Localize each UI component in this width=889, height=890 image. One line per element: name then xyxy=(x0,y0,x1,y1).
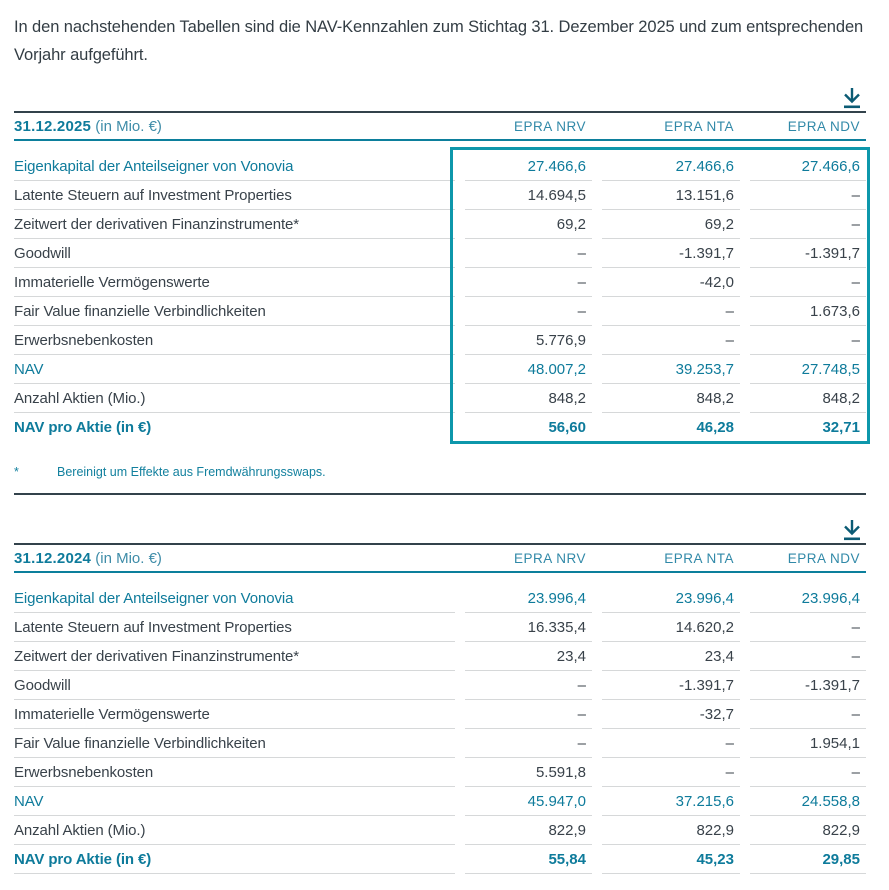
row-value-epra-nta: 45,23 xyxy=(602,851,740,874)
row-value-epra-nrv: – xyxy=(465,303,592,326)
table-body-2025 xyxy=(14,141,866,442)
row-label: Erwerbsnebenkosten xyxy=(14,764,455,787)
row-label: Goodwill xyxy=(14,245,455,268)
table-row xyxy=(14,268,866,297)
row-value-epra-ndv: – xyxy=(750,216,866,239)
table-row xyxy=(14,326,866,355)
row-value-epra-nta: 14.620,2 xyxy=(602,619,740,642)
row-value-epra-ndv: 24.558,8 xyxy=(750,793,866,816)
table-row xyxy=(14,297,866,326)
nav-table-2025 xyxy=(14,111,866,442)
row-value-epra-ndv: 29,85 xyxy=(750,851,866,874)
table-row xyxy=(14,355,866,384)
table-row xyxy=(14,787,866,816)
row-label: Anzahl Aktien (Mio.) xyxy=(14,390,455,413)
row-value-epra-nta: -42,0 xyxy=(602,274,740,297)
download-table-2025-button[interactable] xyxy=(838,85,866,111)
row-label: NAV pro Aktie (in €) xyxy=(14,419,152,436)
table-date: 31.12.2024 xyxy=(14,549,92,567)
section-divider-rule xyxy=(14,493,866,495)
row-value-epra-nta: 848,2 xyxy=(602,390,740,413)
column-header-epra-nta: EPRA NTA xyxy=(664,118,734,134)
row-value-epra-nta: 46,28 xyxy=(696,419,734,436)
row-value-epra-ndv: 32,71 xyxy=(822,419,860,436)
table-row xyxy=(14,729,866,758)
row-value-epra-ndv: – xyxy=(750,764,866,787)
table-unit: (in Mio. €) xyxy=(95,117,162,135)
row-value-epra-nta: 23,4 xyxy=(602,648,740,671)
row-label: Fair Value finanzielle Verbindlichkeiten xyxy=(14,735,455,758)
row-value-epra-nrv: 23.996,4 xyxy=(465,590,592,613)
row-value-epra-ndv: 23.996,4 xyxy=(750,590,866,613)
row-value-epra-ndv: 1.673,6 xyxy=(750,303,866,326)
table-unit: (in Mio. €) xyxy=(95,549,162,567)
row-value-epra-nrv: 56,60 xyxy=(548,419,586,436)
row-value-epra-nrv: 45.947,0 xyxy=(465,793,592,816)
row-value-epra-nrv: – xyxy=(465,706,592,729)
row-value-epra-ndv: -1.391,7 xyxy=(750,677,866,700)
row-value-epra-nta: – xyxy=(602,764,740,787)
row-value-epra-nrv: 822,9 xyxy=(465,822,592,845)
table-row xyxy=(14,210,866,239)
row-value-epra-nrv: 14.694,5 xyxy=(465,187,592,210)
column-header-epra-nrv: EPRA NRV xyxy=(513,118,586,134)
row-value-epra-nrv: 5.776,9 xyxy=(465,332,592,355)
download-arrow-icon xyxy=(840,87,864,110)
table-row xyxy=(14,671,866,700)
row-value-epra-nrv: – xyxy=(465,677,592,700)
table-row xyxy=(14,384,866,413)
row-label: NAV xyxy=(14,361,455,384)
column-header-epra-ndv: EPRA NDV xyxy=(787,118,860,134)
row-value-epra-ndv: – xyxy=(750,274,866,297)
row-value-epra-nrv: – xyxy=(465,735,592,758)
row-value-epra-nrv: 48.007,2 xyxy=(465,361,592,384)
table-row xyxy=(14,613,866,642)
row-value-epra-nrv: 848,2 xyxy=(465,390,592,413)
row-value-epra-nrv: 5.591,8 xyxy=(465,764,592,787)
row-value-epra-ndv: 848,2 xyxy=(750,390,866,413)
row-label: Immaterielle Vermögenswerte xyxy=(14,274,455,297)
row-value-epra-ndv: – xyxy=(750,187,866,210)
nav-table-2024 xyxy=(14,543,866,874)
footnote xyxy=(14,465,866,480)
footnote-marker: * xyxy=(14,465,19,479)
row-value-epra-nrv: 69,2 xyxy=(465,216,592,239)
row-value-epra-nrv: 23,4 xyxy=(465,648,592,671)
row-value-epra-nta: -32,7 xyxy=(602,706,740,729)
table-row xyxy=(14,239,866,268)
row-label: Latente Steuern auf Investment Properties xyxy=(14,619,455,642)
footnote-text: Bereinigt um Effekte aus Fremdwährungsswaps. xyxy=(57,465,326,479)
table-row xyxy=(14,413,866,442)
row-label: Anzahl Aktien (Mio.) xyxy=(14,822,455,845)
table-title xyxy=(14,550,455,567)
row-value-epra-nrv: – xyxy=(465,274,592,297)
row-value-epra-ndv: – xyxy=(750,332,866,355)
row-value-epra-nrv: 55,84 xyxy=(465,851,592,874)
row-label: Fair Value finanzielle Verbindlichkeiten xyxy=(14,303,455,326)
table-row xyxy=(14,758,866,787)
row-value-epra-ndv: – xyxy=(750,706,866,729)
row-value-epra-nrv: 16.335,4 xyxy=(465,619,592,642)
row-label: Erwerbsnebenkosten xyxy=(14,332,455,355)
table-row xyxy=(14,700,866,729)
row-value-epra-nta: – xyxy=(602,303,740,326)
row-label: NAV xyxy=(14,793,455,816)
download-arrow-icon xyxy=(840,519,864,542)
row-label: Eigenkapital der Anteilseigner von Vonovia xyxy=(14,590,455,613)
table-row xyxy=(14,181,866,210)
table-row xyxy=(14,642,866,671)
row-value-epra-ndv: – xyxy=(750,619,866,642)
row-value-epra-nrv: – xyxy=(465,245,592,268)
row-value-epra-nta: 39.253,7 xyxy=(602,361,740,384)
row-value-epra-ndv: 822,9 xyxy=(750,822,866,845)
intro-paragraph: In den nachstehenden Tabellen sind die NAV-Kennzahlen zum Stichtag 31. Dezember 2025 und zum entsprechenden Vorjahr aufgeführt. xyxy=(14,18,864,64)
row-value-epra-nta: 27.466,6 xyxy=(602,158,740,181)
table-title xyxy=(14,118,455,135)
download-table-2024-button[interactable] xyxy=(838,517,866,543)
row-value-epra-ndv: 1.954,1 xyxy=(750,735,866,758)
row-value-epra-nta: – xyxy=(602,735,740,758)
table-header-2024 xyxy=(14,543,866,573)
table-body-2024 xyxy=(14,573,866,874)
table-date: 31.12.2025 xyxy=(14,117,92,135)
row-label: Zeitwert der derivativen Finanzinstrumente* xyxy=(14,648,455,671)
row-value-epra-nta: 69,2 xyxy=(602,216,740,239)
row-label: Immaterielle Vermögenswerte xyxy=(14,706,455,729)
table-header-2025 xyxy=(14,111,866,141)
column-header-epra-nta: EPRA NTA xyxy=(664,550,734,566)
row-value-epra-nrv: 27.466,6 xyxy=(465,158,592,181)
row-label: Latente Steuern auf Investment Properties xyxy=(14,187,455,210)
row-value-epra-nta: -1.391,7 xyxy=(602,677,740,700)
row-value-epra-nta: -1.391,7 xyxy=(602,245,740,268)
row-value-epra-nta: – xyxy=(602,332,740,355)
row-value-epra-nta: 822,9 xyxy=(602,822,740,845)
row-value-epra-nta: 23.996,4 xyxy=(602,590,740,613)
row-value-epra-nta: 13.151,6 xyxy=(602,187,740,210)
column-header-epra-nrv: EPRA NRV xyxy=(513,550,586,566)
row-value-epra-ndv: 27.466,6 xyxy=(750,158,866,181)
table-row xyxy=(14,152,866,181)
table-row xyxy=(14,845,866,874)
row-label: Goodwill xyxy=(14,677,455,700)
row-value-epra-ndv: 27.748,5 xyxy=(750,361,866,384)
row-label: Eigenkapital der Anteilseigner von Vonovia xyxy=(14,158,455,181)
table-row xyxy=(14,816,866,845)
table-row xyxy=(14,584,866,613)
row-value-epra-ndv: – xyxy=(750,648,866,671)
column-header-epra-ndv: EPRA NDV xyxy=(787,550,860,566)
row-value-epra-nta: 37.215,6 xyxy=(602,793,740,816)
row-label: Zeitwert der derivativen Finanzinstrumente* xyxy=(14,216,455,239)
row-value-epra-ndv: -1.391,7 xyxy=(750,245,866,268)
row-label: NAV pro Aktie (in €) xyxy=(14,851,455,874)
